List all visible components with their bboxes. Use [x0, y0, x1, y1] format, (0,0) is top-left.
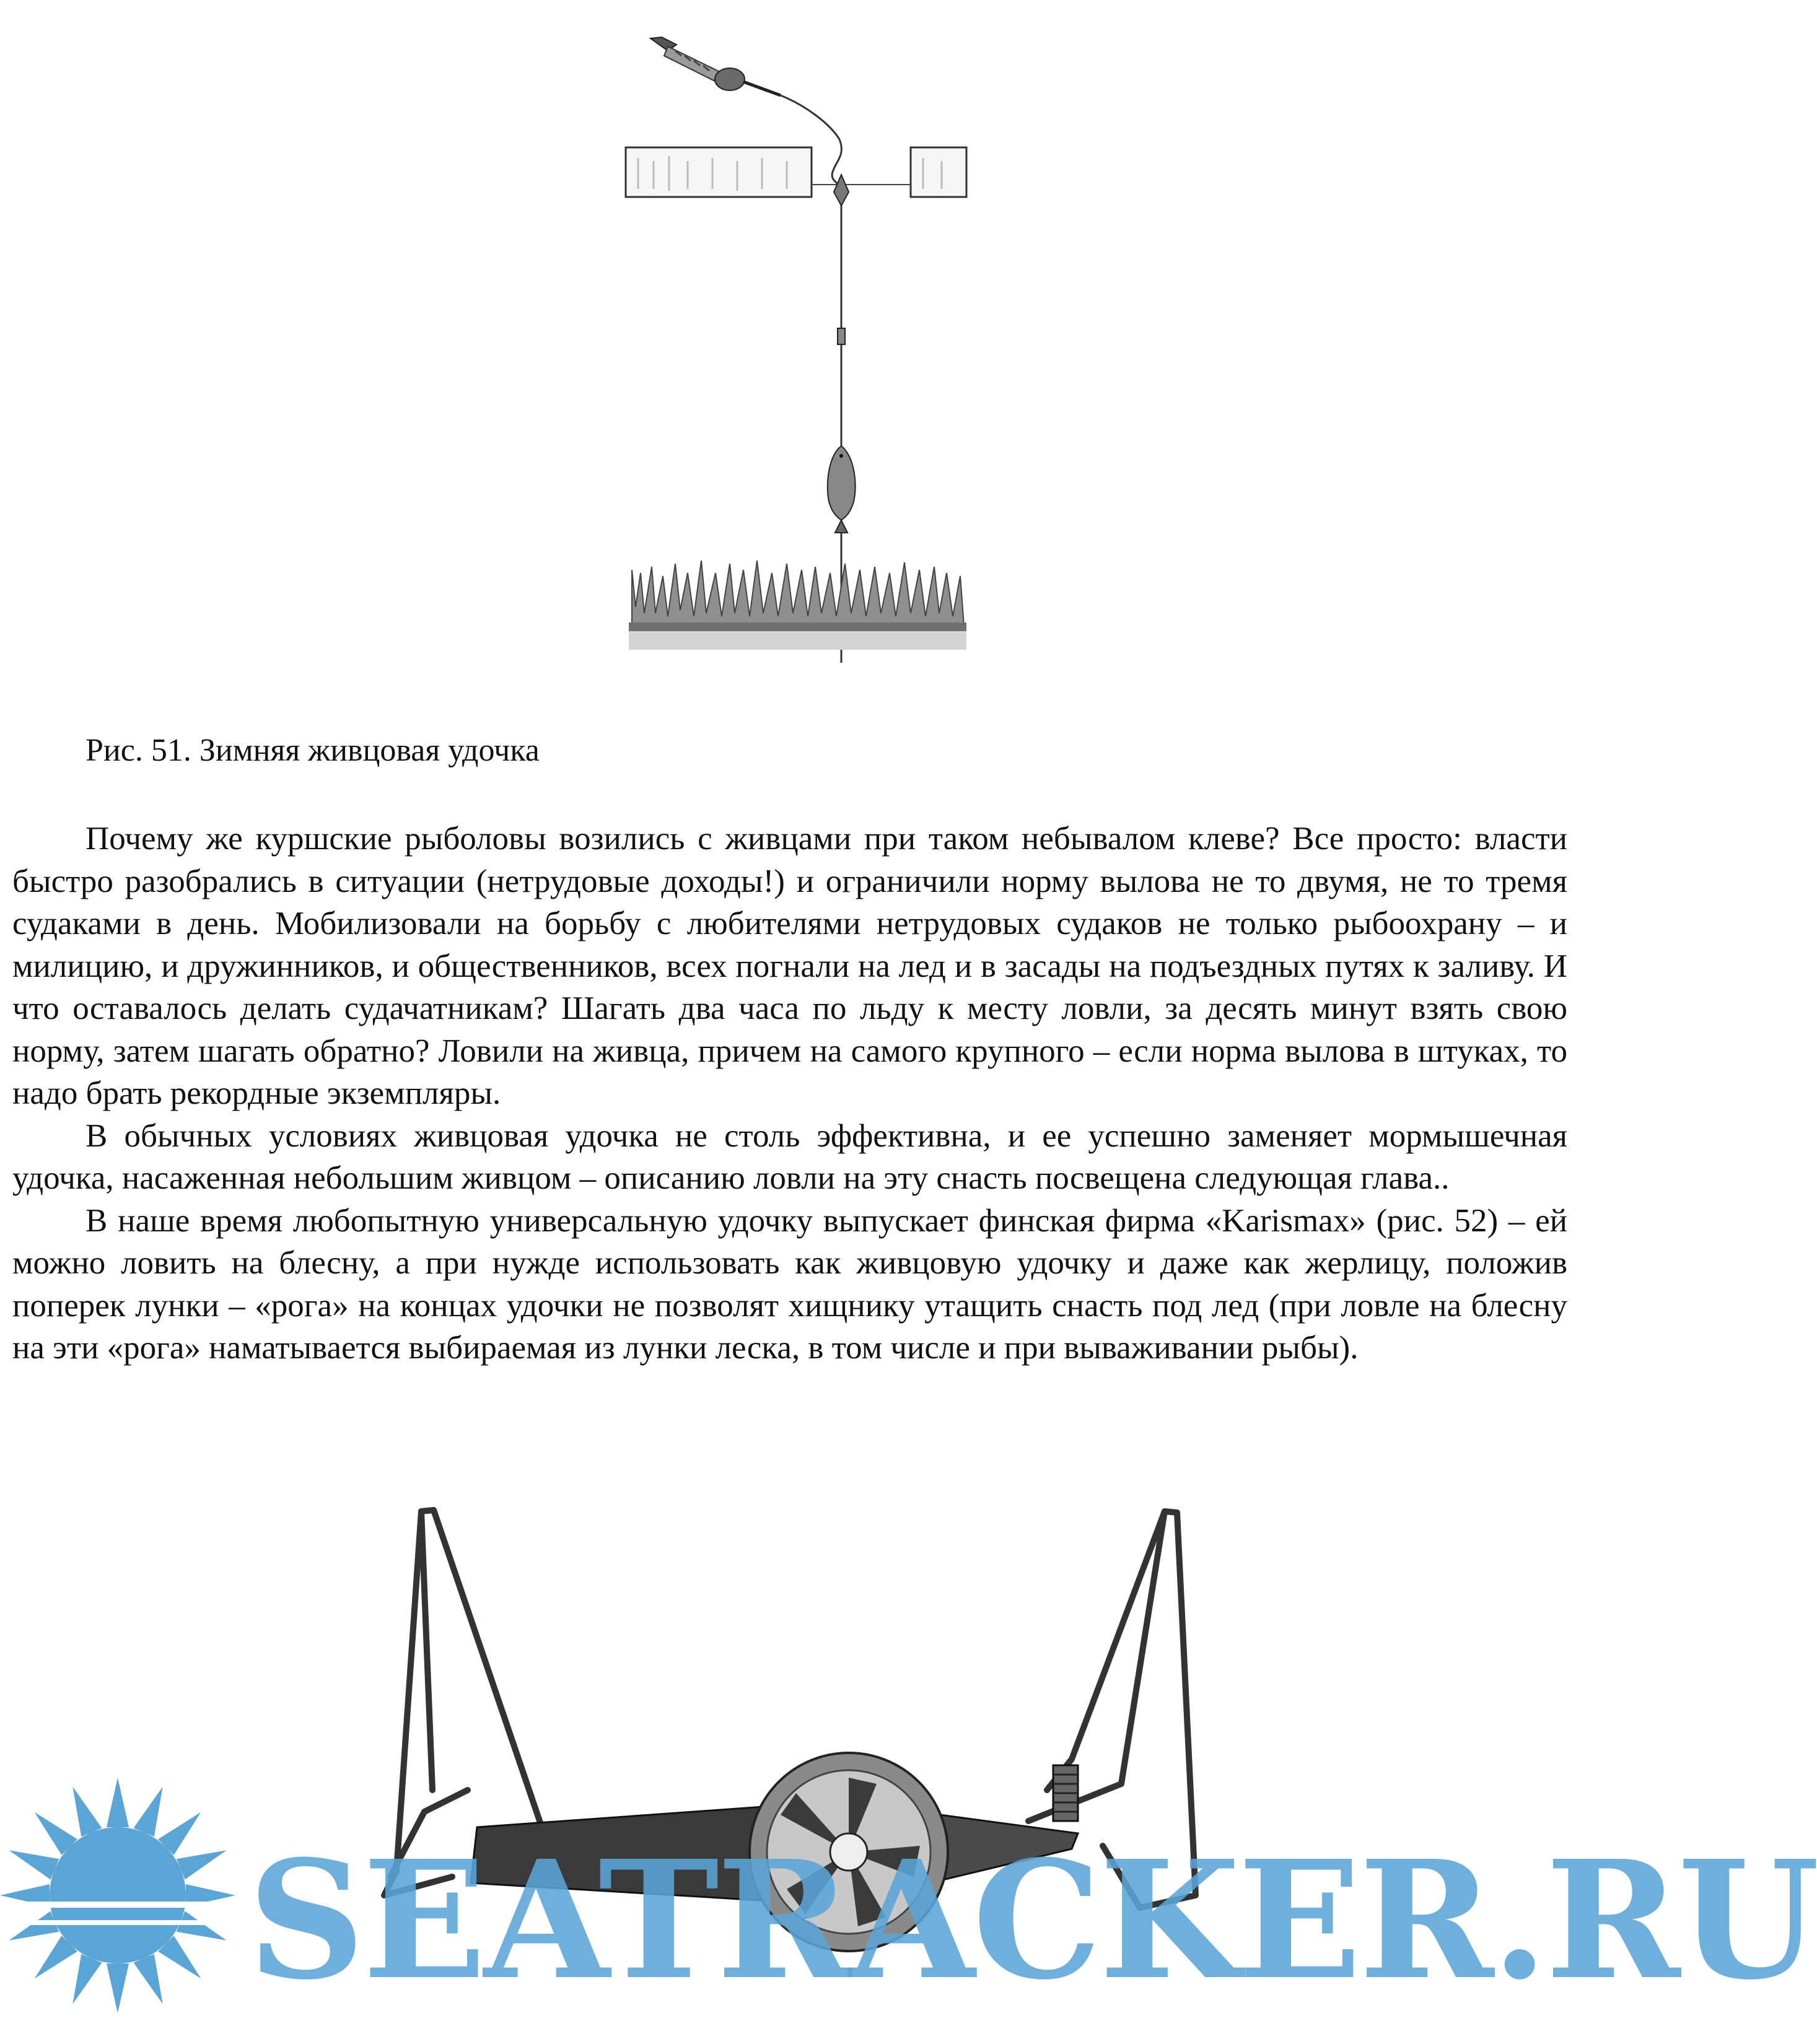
- bait-fish: [828, 446, 856, 533]
- body-text: [12, 818, 1567, 1369]
- watermark-text: SEATRACKER.RU: [248, 1825, 1817, 2016]
- paragraph-1: Почему же куршские рыболовы возились с живцами при таком небывалом клеве? Все просто: власти быстро разобрались в ситуации (нетрудовые доходы!) и ограничили норму вылова не то двумя, не то тремя судаками в день. Мобилизовали на борьбу с любителями нетрудовых судаков не только рыбоохрану – и милицию, и дружинников, и общественников, всех погнали на лед и в засады на подъездных путях к заливу. И что оставалось делать судачатникам? Шагать два часа по льду к месту ловли, за десять минут взять свою норму, затем шагать обратно? Ловили на живца, причем на самого крупного – если норма вылова в штуках, то надо брать рекордные экземпляры.: [12, 821, 1567, 1111]
- paragraph-3: В наше время любопытную универсальную удочку выпускает финская фирма «Karismax» (рис. 52) – ей можно ловить на блесну, а при нужде использовать как живцовую удочку и даже как жерлицу, положив поперек лунки – «рога» на концах удочки не позволят хищнику утащить снасть под лед (при ловле на блесну на эти «рога» наматывается выбираемая из лунки леска, в том числе и при вываживании рыбы).: [12, 1202, 1567, 1366]
- rod-handle: [650, 37, 781, 95]
- lake-bottom: [629, 561, 966, 650]
- paragraph-2: В обычных условиях живцовая удочка не столь эффективна, и ее успешно заменяет мормышечная удочка, насаженная небольшим живцом – описанию ловли на эту снасть посвещена следующая глава..: [12, 1117, 1567, 1196]
- sun-icon: [0, 1778, 242, 2013]
- figure-51-caption: Рис. 51. Зимняя живцовая удочка: [85, 733, 540, 768]
- ice-layer: [626, 147, 966, 197]
- figure-51-illustration: [595, 12, 991, 681]
- swivel: [838, 328, 845, 344]
- float: [834, 175, 849, 206]
